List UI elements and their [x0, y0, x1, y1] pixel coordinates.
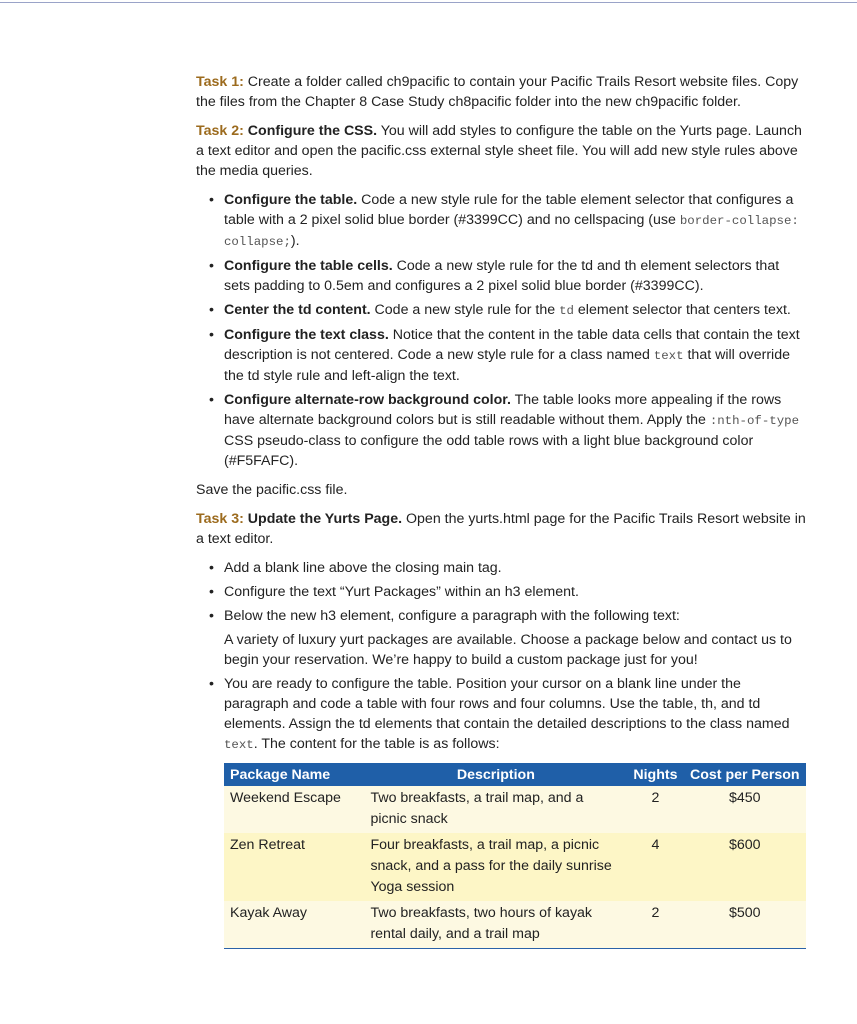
- list-item: [224, 300, 808, 321]
- list-item-heading: Configure the table.: [224, 192, 358, 208]
- list-item-text: Code a new style rule for the table element selector that configures a table with a 2 pixel solid blue border (#3399CC) and no cellspacing (use: [224, 192, 794, 228]
- task2-text: You will add styles to configure the table on the Yurts page. Launch a text editor and open the pacific.css external style sheet file. You will add new style rules above the media queries.: [196, 123, 802, 179]
- cell-nights: 2: [627, 901, 683, 949]
- task3-paragraph: [196, 509, 808, 549]
- list-item-heading: Configure the text class.: [224, 327, 389, 343]
- top-rule: [0, 2, 857, 3]
- code-snippet: text: [653, 349, 684, 363]
- task2-heading: Configure the CSS.: [243, 123, 378, 139]
- yurt-packages-table: [224, 763, 806, 949]
- code-snippet: text: [224, 738, 254, 752]
- cell-package-name: Weekend Escape: [224, 786, 364, 833]
- sample-paragraph: A variety of luxury yurt packages are available. Choose a package below and contact us to begin your reservation. We’re happy to build a custom package just for you!: [224, 632, 792, 668]
- task1-text: Create a folder called ch9pacific to contain your Pacific Trails Resort website files. Copy the files from the Chapter 8 Case Study ch8pacific folder into the new ch9pacific folder.: [196, 74, 799, 110]
- header-description: Description: [364, 763, 627, 786]
- list-item-text: Code a new style rule for the: [370, 302, 560, 318]
- cell-description: Two breakfasts, two hours of kayak rental daily, and a trail map: [364, 901, 627, 949]
- list-item-text: ).: [290, 233, 300, 249]
- code-snippet: td: [559, 304, 574, 318]
- cell-cost: $450: [684, 786, 806, 833]
- cell-package-name: Kayak Away: [224, 901, 364, 949]
- list-item: • Configure the text “Yurt Packages” within an h3 element.: [224, 582, 808, 602]
- list-item-text: that will override the td style rule and left-align the text.: [224, 347, 790, 384]
- list-item-text: element selector that centers text.: [573, 302, 791, 318]
- task3-text: Open the yurts.html page for the Pacific Trails Resort website in a text editor.: [196, 511, 806, 547]
- document-body: [196, 72, 808, 958]
- list-item-text: You are ready to configure the table. Position your cursor on a blank line under the paragraph and code a table with four rows and four columns. Use the table, th, and td elements. Assign the td elements that contain the detailed descriptions to the class named: [224, 676, 790, 732]
- task3-heading: Update the Yurts Page.: [243, 511, 403, 527]
- header-package-name: Package Name: [224, 763, 364, 786]
- list-item: [224, 190, 808, 252]
- task3-label: Task 3:: [196, 511, 244, 527]
- header-nights: Nights: [627, 763, 683, 786]
- list-item-heading: Configure alternate-row background color.: [224, 392, 511, 408]
- save-note: Save the pacific.css file.: [196, 482, 348, 498]
- task2-paragraph: [196, 121, 808, 181]
- list-item-heading: Configure the table cells.: [224, 258, 393, 274]
- table-row: [224, 786, 806, 833]
- list-item: [224, 325, 808, 386]
- list-item-text: Code a new style rule for the td and th element selectors that sets padding to 0.5em and configures a 2 pixel solid blue border (#3399CC).: [224, 258, 780, 294]
- cell-package-name: Zen Retreat: [224, 833, 364, 901]
- cell-description: Two breakfasts, a trail map, and a picnic snack: [364, 786, 627, 833]
- list-item-text: Notice that the content in the table data cells that contain the text description is not centered. Code a new style rule for a class named: [224, 327, 800, 363]
- code-snippet: :nth-of-type: [709, 414, 800, 428]
- cell-cost: $500: [684, 901, 806, 949]
- cell-cost: $600: [684, 833, 806, 901]
- list-item: [224, 674, 808, 949]
- list-item-text: The table looks more appealing if the rows have alternate background colors but is still readable without them. Apply the: [224, 392, 782, 428]
- cell-nights: 4: [627, 833, 683, 901]
- list-item: [224, 256, 808, 296]
- table-header-row: [224, 763, 806, 786]
- task1-label: Task 1:: [196, 74, 244, 90]
- task3-list: [196, 558, 808, 949]
- header-cost: Cost per Person: [684, 763, 806, 786]
- task2-list: [196, 190, 808, 471]
- task2-label: Task 2:: [196, 123, 244, 139]
- task1-paragraph: [196, 72, 808, 112]
- cell-description: Four breakfasts, a trail map, a picnic snack, and a pass for the daily sunrise Yoga session: [364, 833, 627, 901]
- list-item-text: CSS pseudo-class to configure the odd table rows with a light blue background color (#F5FAFC).: [224, 433, 754, 469]
- cell-nights: 2: [627, 786, 683, 833]
- list-item-text: . The content for the table is as follows:: [253, 736, 500, 752]
- table-row: [224, 901, 806, 949]
- list-item-heading: Center the td content.: [224, 302, 371, 318]
- code-snippet: border-collapse: collapse;: [224, 214, 799, 249]
- list-item-text: Below the new h3 element, configure a paragraph with the following text:: [224, 608, 680, 624]
- list-item: [224, 606, 808, 670]
- list-item: [224, 390, 808, 471]
- table-row: [224, 833, 806, 901]
- list-item: • Add a blank line above the closing main tag.: [224, 558, 808, 578]
